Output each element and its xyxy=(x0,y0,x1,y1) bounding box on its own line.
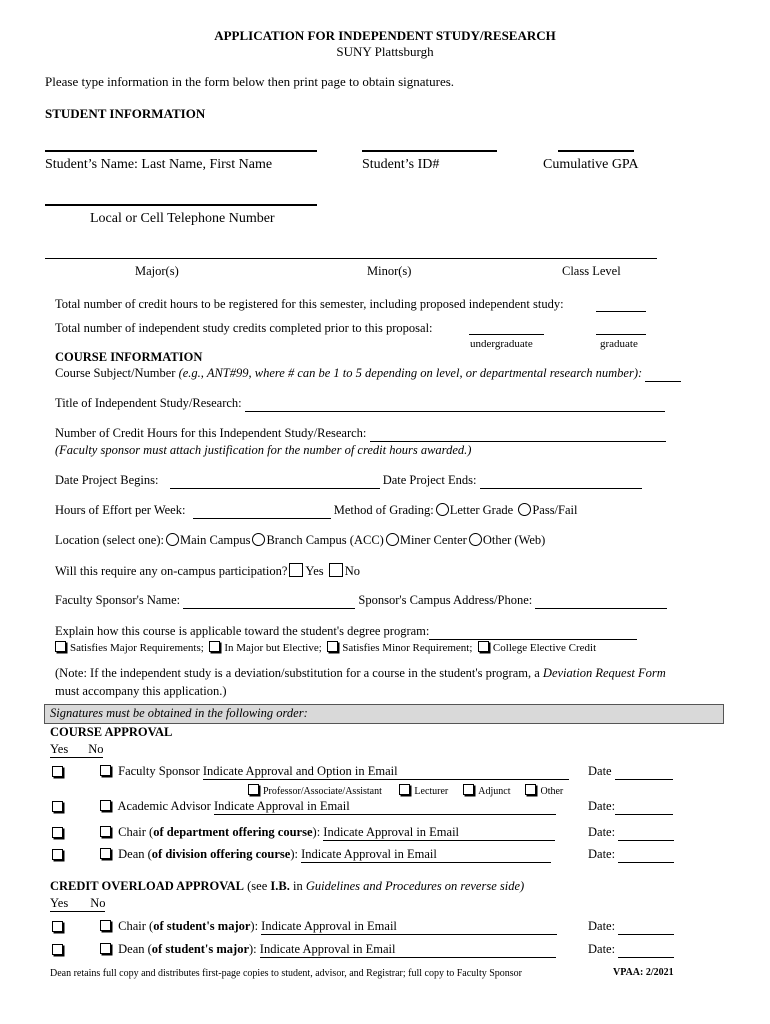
student-id-field[interactable] xyxy=(362,150,497,152)
sponsor-yes-checkbox[interactable] xyxy=(52,765,67,780)
faculty-sponsor-label: Faculty Sponsor xyxy=(118,764,200,778)
prior-credits-text: Total number of independent study credits completed prior to this proposal: xyxy=(55,321,433,335)
sponsor-date-row xyxy=(588,764,673,780)
overload-chair-date-field[interactable] xyxy=(618,919,674,935)
academic-advisor-value: Indicate Approval in Email xyxy=(213,799,350,813)
dean-date-label: Date: xyxy=(588,847,616,861)
other-web-label: Other (Web) xyxy=(482,533,546,547)
overload-chair-date-label: Date: xyxy=(588,919,616,933)
sponsor-approval-row xyxy=(100,764,569,780)
sponsor-address-field[interactable] xyxy=(535,593,667,609)
credit-hours-label: Number of Credit Hours for this Independent Study/Research: xyxy=(55,426,367,440)
title-row xyxy=(55,396,665,412)
explain-row xyxy=(55,624,637,640)
oncampus-no-label: No xyxy=(344,564,361,578)
explain-field[interactable] xyxy=(429,624,637,640)
credit-hours-row xyxy=(55,426,666,442)
overload-chair-value: Indicate Approval in Email xyxy=(261,919,397,933)
overload-chair-field[interactable] xyxy=(261,919,557,935)
phone-label: Local or Cell Telephone Number xyxy=(90,211,275,226)
dean-date-field[interactable] xyxy=(618,847,674,863)
date-begins-label: Date Project Begins: xyxy=(55,473,159,487)
major-elective-checkbox[interactable] xyxy=(209,641,220,652)
form-instruction: Please type information in the form below then print page to obtain signatures. xyxy=(45,74,455,89)
grad-label: graduate xyxy=(600,338,638,350)
other-type-label: Other xyxy=(540,786,564,797)
professor-label: Professor/Associate/Assistant xyxy=(263,786,382,797)
signatures-banner-text: Signatures must be obtained in the following order: xyxy=(50,706,308,720)
chair-yes-checkbox[interactable] xyxy=(52,826,67,841)
overload-guide: Guidelines and Procedures on reverse side) xyxy=(305,879,525,893)
undergrad-credits-field[interactable] xyxy=(469,334,544,335)
gpa-field[interactable] xyxy=(558,150,634,152)
overload-chair-prefix: Chair ( xyxy=(118,919,154,933)
form-title: APPLICATION FOR INDEPENDENT STUDY/RESEARCH xyxy=(214,28,556,43)
oncampus-no-checkbox[interactable] xyxy=(329,563,343,577)
oncampus-row xyxy=(55,563,360,579)
chair-field[interactable] xyxy=(323,825,555,841)
overload-dean-suffix: ): xyxy=(249,942,257,956)
letter-grade-label: Letter Grade xyxy=(449,503,514,517)
overload-chair-date-row xyxy=(588,919,674,935)
overload-dean-date-label: Date: xyxy=(588,942,616,956)
chair-label-prefix: Chair ( xyxy=(118,825,154,839)
date-ends-field[interactable] xyxy=(480,473,642,489)
overload-dean-row xyxy=(100,942,556,958)
major-elective-label: In Major but Elective; xyxy=(224,642,322,654)
location-label: Location (select one): xyxy=(55,533,164,547)
major-minor-class-field[interactable] xyxy=(45,258,657,259)
undergrad-label: undergraduate xyxy=(470,338,533,350)
grad-credits-field[interactable] xyxy=(596,334,646,335)
overload-chair-no-checkbox[interactable] xyxy=(100,920,111,931)
adjunct-label: Adjunct xyxy=(478,786,511,797)
overload-chair-bold: of student's major xyxy=(153,919,251,933)
phone-field[interactable] xyxy=(45,204,317,206)
oncampus-yes-label: Yes xyxy=(305,564,324,578)
main-campus-label: Main Campus xyxy=(179,533,251,547)
course-subject-hint: (e.g., ANT#99, where # can be 1 to 5 depending on level, or departmental research number): xyxy=(178,366,643,380)
pass-fail-label: Pass/Fail xyxy=(532,503,578,517)
overload-in: in xyxy=(292,879,303,893)
course-subject-label: Course Subject/Number xyxy=(55,366,176,380)
miner-center-radio[interactable] xyxy=(386,533,399,546)
overload-dean-date-row xyxy=(588,942,674,958)
sponsor-address-label: Sponsor's Campus Address/Phone: xyxy=(358,593,533,607)
dean-no-checkbox[interactable] xyxy=(100,848,111,859)
academic-advisor-field[interactable] xyxy=(214,799,556,815)
dean-label-bold: of division offering course xyxy=(151,847,291,861)
dean-label-suffix: ): xyxy=(290,847,298,861)
letter-grade-radio[interactable] xyxy=(436,503,449,516)
pass-fail-radio[interactable] xyxy=(518,503,531,516)
explain-label: Explain how this course is applicable toward the student's degree program: xyxy=(55,624,430,638)
sponsor-date-field[interactable] xyxy=(615,764,673,780)
course-subject-row xyxy=(55,366,681,382)
date-begins-field[interactable] xyxy=(170,473,380,489)
overload-dean-date-field[interactable] xyxy=(618,942,674,958)
major-req-checkbox[interactable] xyxy=(55,641,66,652)
class-level-label: Class Level xyxy=(562,264,621,278)
student-name-field[interactable] xyxy=(45,150,317,152)
advisor-date-label: Date: xyxy=(588,799,616,813)
chair-value: Indicate Approval in Email xyxy=(323,825,460,839)
advisor-yes-checkbox[interactable] xyxy=(52,800,67,815)
branch-campus-label: Branch Campus (ACC) xyxy=(266,533,384,547)
location-row xyxy=(55,533,545,548)
sponsor-date-label: Date xyxy=(588,764,612,778)
student-info-heading: STUDENT INFORMATION xyxy=(45,106,206,121)
miner-center-label: Miner Center xyxy=(399,533,467,547)
overload-see: (see xyxy=(247,879,268,893)
chair-label-suffix: ): xyxy=(312,825,321,839)
dean-field[interactable] xyxy=(301,847,551,863)
professor-checkbox[interactable] xyxy=(248,784,259,795)
date-begins-row xyxy=(55,473,642,489)
dean-approval-row xyxy=(100,847,551,863)
gpa-label: Cumulative GPA xyxy=(543,157,639,172)
overload-chair-row xyxy=(100,919,557,935)
overload-no-label: No xyxy=(90,896,106,910)
overload-dean-field[interactable] xyxy=(260,942,556,958)
grading-label: Method of Grading: xyxy=(333,503,434,517)
overload-dean-bold: of student's major xyxy=(151,942,250,956)
footer-version: VPAA: 2/2021 xyxy=(613,967,674,978)
college-elective-label: College Elective Credit xyxy=(492,642,597,654)
chair-approval-row xyxy=(100,825,555,841)
chair-date-field[interactable] xyxy=(618,825,674,841)
hours-effort-label: Hours of Effort per Week: xyxy=(55,503,186,517)
advisor-date-row xyxy=(588,799,673,815)
course-approval-yes-no xyxy=(50,742,103,758)
overload-ref: I.B. xyxy=(270,879,290,893)
academic-advisor-label: Academic Advisor xyxy=(117,799,211,813)
sponsor-no-checkbox[interactable] xyxy=(100,765,111,776)
lecturer-label: Lecturer xyxy=(414,786,449,797)
dean-value: Indicate Approval in Email xyxy=(301,847,437,861)
chair-date-label: Date: xyxy=(588,825,616,839)
deviation-note xyxy=(55,666,666,681)
credit-hours-field[interactable] xyxy=(596,311,646,312)
date-ends-label: Date Project Ends: xyxy=(382,473,477,487)
dean-yes-checkbox[interactable] xyxy=(52,848,67,863)
chair-no-checkbox[interactable] xyxy=(100,826,111,837)
chair-label-bold: of department offering course xyxy=(153,825,313,839)
footer-note: Dean retains full copy and distributes first-page copies to student, advisor, and Registrar; full copy to Faculty Sponsor xyxy=(50,968,523,979)
advisor-approval-row xyxy=(100,799,556,815)
lecturer-checkbox[interactable] xyxy=(399,784,410,795)
credit-hours-input[interactable] xyxy=(370,426,666,442)
note-suffix: must accompany this application.) xyxy=(55,684,227,698)
hours-grading-row xyxy=(55,503,577,519)
minor-req-label: Satisfies Minor Requirement; xyxy=(342,642,473,654)
college-elective-checkbox[interactable] xyxy=(478,641,489,652)
overload-yes-label: Yes xyxy=(50,896,69,910)
applicability-row xyxy=(55,641,596,654)
other-type-checkbox[interactable] xyxy=(525,784,536,795)
sponsor-name-field[interactable] xyxy=(183,593,355,609)
major-req-label: Satisfies Major Requirements; xyxy=(70,642,204,654)
credit-hint: (Faculty sponsor must attach justification for the number of credit hours awarded.) xyxy=(55,443,472,457)
main-campus-radio[interactable] xyxy=(166,533,179,546)
major-label: Major(s) xyxy=(135,264,179,278)
overload-dean-prefix: Dean ( xyxy=(118,942,152,956)
sponsor-row xyxy=(55,593,667,609)
advisor-date-field[interactable] xyxy=(615,799,673,815)
course-subject-field[interactable] xyxy=(645,366,681,382)
student-id-label: Student’s ID# xyxy=(362,157,440,172)
minor-req-checkbox[interactable] xyxy=(327,641,338,652)
minor-label: Minor(s) xyxy=(367,264,412,278)
overload-dean-no-checkbox[interactable] xyxy=(100,943,111,954)
overload-dean-value: Indicate Approval in Email xyxy=(259,942,396,956)
faculty-sponsor-value: Indicate Approval and Option in Email xyxy=(202,764,398,778)
institution-name: SUNY Plattsburgh xyxy=(336,44,434,59)
branch-campus-radio[interactable] xyxy=(252,533,265,546)
adjunct-checkbox[interactable] xyxy=(463,784,474,795)
yes-column-label: Yes xyxy=(50,742,69,756)
chair-date-row xyxy=(588,825,674,841)
oncampus-label: Will this require any on-campus participation? xyxy=(55,564,288,578)
sponsor-name-label: Faculty Sponsor's Name: xyxy=(55,593,181,607)
overload-dean-yes-checkbox[interactable] xyxy=(52,943,67,958)
title-field[interactable] xyxy=(245,396,665,412)
advisor-no-checkbox[interactable] xyxy=(100,800,111,811)
overload-yes-no xyxy=(50,896,105,912)
oncampus-yes-checkbox[interactable] xyxy=(289,563,303,577)
deviation-form-name: Deviation Request Form xyxy=(542,666,666,680)
dean-date-row xyxy=(588,847,674,863)
overload-heading xyxy=(50,879,524,894)
overload-chair-yes-checkbox[interactable] xyxy=(52,920,67,935)
overload-title: CREDIT OVERLOAD APPROVAL xyxy=(50,879,245,893)
dean-label-prefix: Dean ( xyxy=(118,847,152,861)
hours-effort-field[interactable] xyxy=(193,503,331,519)
sponsor-type-row xyxy=(248,784,563,797)
course-approval-heading: COURSE APPROVAL xyxy=(50,725,173,739)
course-info-heading: COURSE INFORMATION xyxy=(55,350,203,364)
title-label: Title of Independent Study/Research: xyxy=(55,396,242,410)
faculty-sponsor-field[interactable] xyxy=(203,764,569,780)
student-name-label: Student’s Name: Last Name, First Name xyxy=(45,157,273,172)
no-column-label: No xyxy=(88,742,104,756)
other-web-radio[interactable] xyxy=(469,533,482,546)
credit-hours-text: Total number of credit hours to be registered for this semester, including proposed independent study: xyxy=(55,297,564,311)
overload-chair-suffix: ): xyxy=(250,919,259,933)
note-prefix: (Note: If the independent study is a deviation/substitution for a course in the student's program, a xyxy=(55,666,540,680)
